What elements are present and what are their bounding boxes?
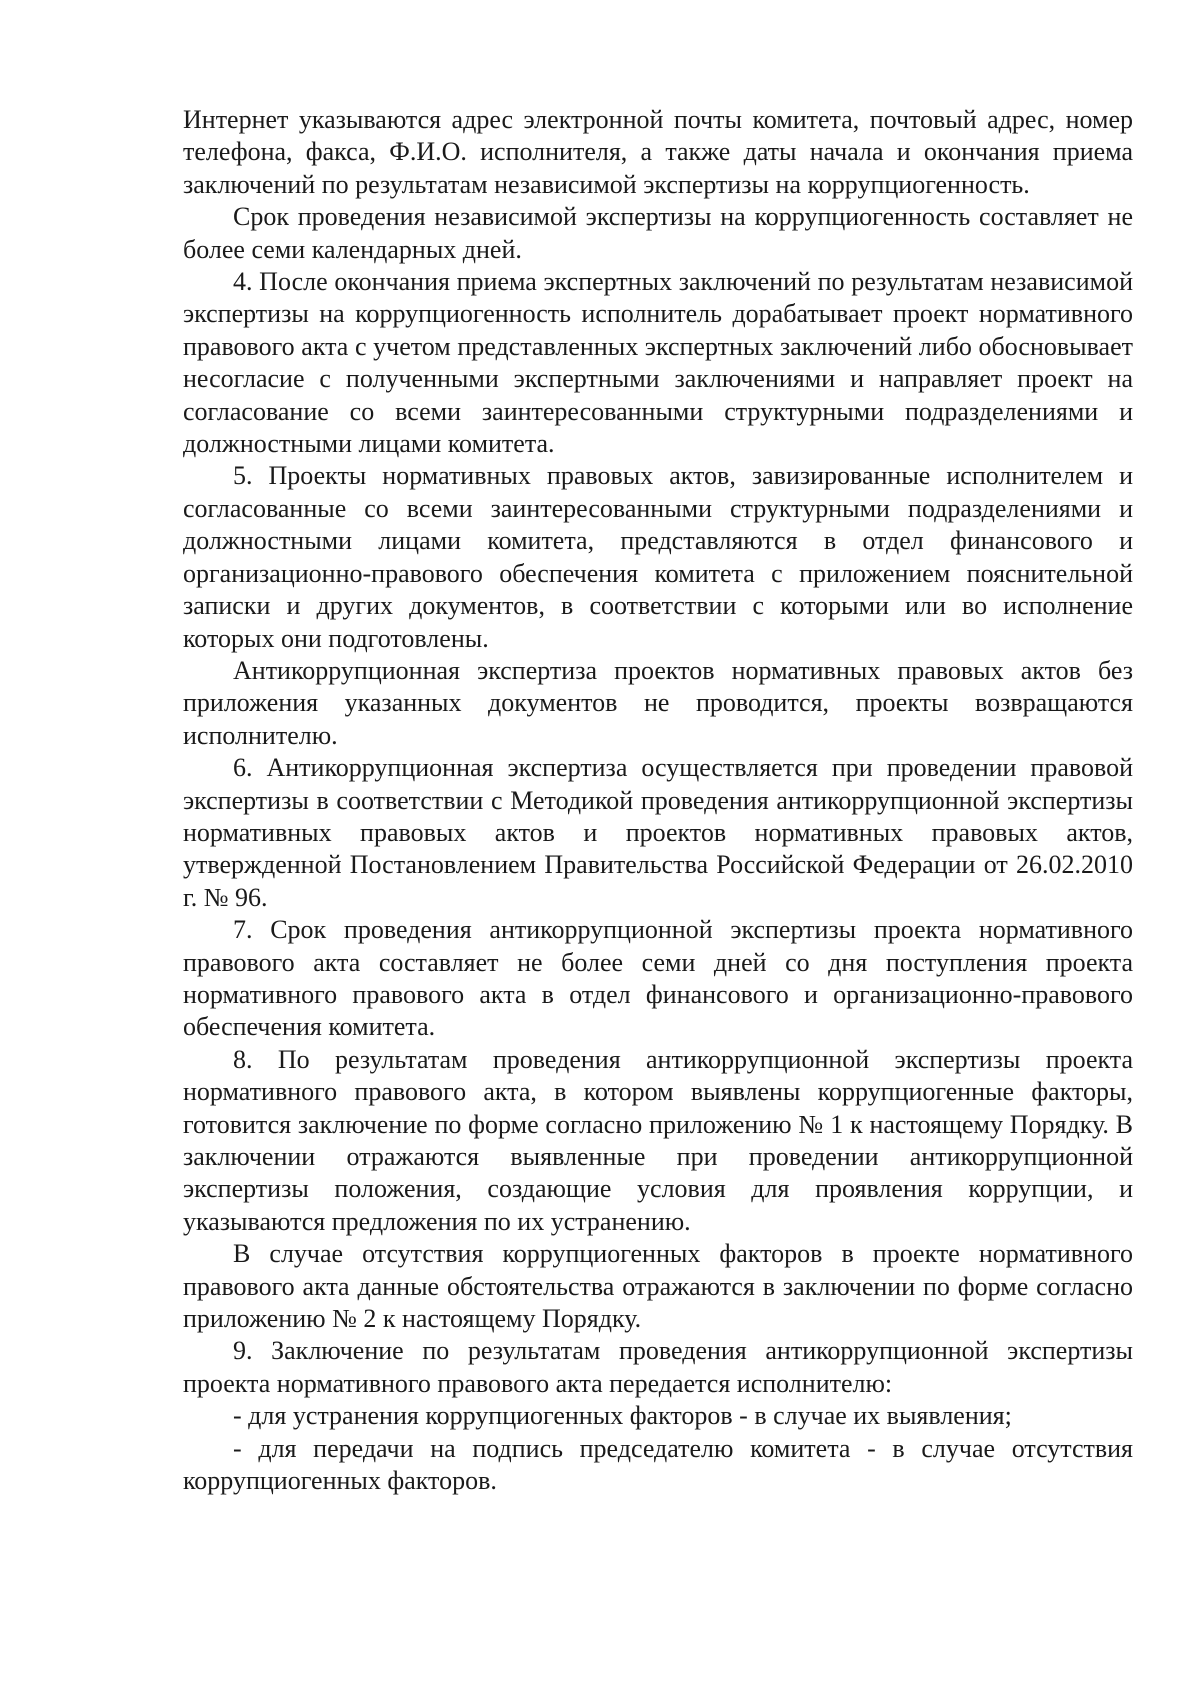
paragraph-item-7: 7. Срок проведения антикоррупционной экспертизы проекта нормативного правового акта составляет не более семи дней со дня поступления проекта нормативного правового акта в отдел финансового и организационно-правового обеспечения комитета. bbox=[183, 915, 1133, 1042]
paragraph-item-6: 6. Антикоррупционная экспертиза осуществляется при проведении правовой экспертизы в соответствии с Методикой проведения антикоррупционной экспертизы нормативных правовых актов и проектов нормативных правовых актов, утвержденной Постановлением Правительства Российской Федерации от 26.02.2010 г. № 96. bbox=[183, 753, 1133, 912]
paragraph-item-5: 5. Проекты нормативных правовых актов, завизированные исполнителем и согласованные со всеми заинтересованными структурными подразделениями и должностными лицами комитета, представляются в отдел финансового и организационно-правового обеспечения комитета с приложением пояснительной записки и других документов, в соответствии с которыми или во исполнение которых они подготовлены. bbox=[183, 461, 1133, 653]
paragraph-expertise-term: Срок проведения независимой экспертизы на коррупциогенность составляет не более семи календарных дней. bbox=[183, 202, 1133, 264]
paragraph-item-9: 9. Заключение по результатам проведения антикоррупционной экспертизы проекта нормативного правового акта передается исполнителю: bbox=[183, 1336, 1133, 1398]
paragraph-item-4: 4. После окончания приема экспертных заключений по результатам независимой экспертизы на коррупциогенность исполнитель дорабатывает проект нормативного правового акта с учетом представленных экспертных заключений либо обосновывает несогласие с полученными экспертными заключениями и направляет проект на согласование со всеми заинтересованными структурными подразделениями и должностными лицами комитета. bbox=[183, 267, 1133, 459]
document-body bbox=[183, 104, 1133, 1497]
paragraph-item-8: 8. По результатам проведения антикоррупционной экспертизы проекта нормативного правового акта, в котором выявлены коррупциогенные факторы, готовится заключение по форме согласно приложению № 1 к настоящему Порядку. В заключении отражаются выявленные при проведении антикоррупционной экспертизы положения, создающие условия для проявления коррупции, и указываются предложения по их устранению. bbox=[183, 1044, 1133, 1236]
paragraph-continuation: Интернет указываются адрес электронной почты комитета, почтовый адрес, номер телефона, факса, Ф.И.О. исполнителя, а также даты начала и окончания приема заключений по результатам независимой экспертизы на коррупциогенность. bbox=[183, 105, 1133, 199]
list-item-signature: - для передачи на подпись председателю комитета - в случае отсутствия коррупциогенных факторов. bbox=[183, 1433, 1133, 1496]
paragraph-no-documents: Антикоррупционная экспертиза проектов нормативных правовых актов без приложения указанных документов не проводится, проекты возвращаются исполнителю. bbox=[183, 655, 1133, 750]
paragraph-no-factors: В случае отсутствия коррупциогенных факторов в проекте нормативного правового акта данные обстоятельства отражаются в заключении по форме согласно приложению № 2 к настоящему Порядку. bbox=[183, 1239, 1133, 1334]
list-item-elimination: - для устранения коррупциогенных факторов - в случае их выявления; bbox=[233, 1401, 1012, 1431]
